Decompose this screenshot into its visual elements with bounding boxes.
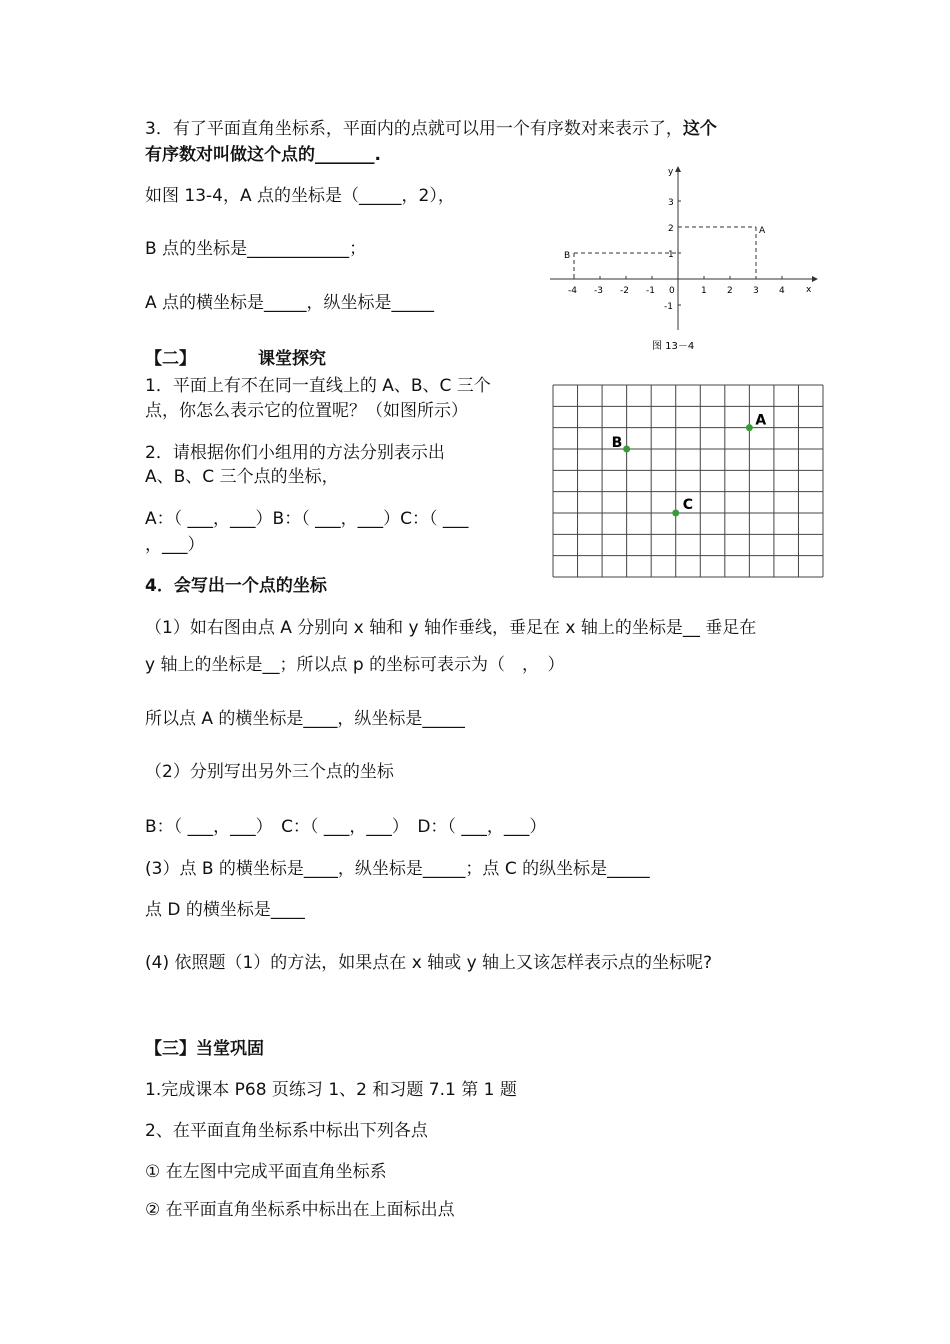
q4-1-line-1: （1）如右图由点 A 分别向 x 轴和 y 轴作垂线，垂足在 x 轴上的坐标是__ 垂足在 (145, 618, 757, 638)
grid-point-c (672, 510, 679, 517)
x-tick-label: 2 (727, 286, 733, 296)
q3-line-2: 有序数对叫做这个点的_______. (145, 145, 381, 165)
q4-4: (4) 依照题（1）的方法，如果点在 x 轴或 y 轴上又该怎样表示点的坐标呢? (145, 953, 713, 973)
q1-line-2: 点，你怎么表示它的位置呢？（如图所示） (145, 401, 468, 421)
grid-point-b (623, 446, 630, 453)
x-tick-label: -3 (594, 286, 603, 296)
grid-label-c: C (682, 497, 694, 513)
q4-3-line-1: (3）点 B 的横坐标是____，纵坐标是_____；点 C 的纵坐标是_____ (145, 859, 650, 879)
x-axis-label: x (806, 285, 812, 295)
q2-line-2: A、B、C 三个点的坐标， (145, 467, 339, 487)
section-3-item-1: 1.完成课本 P68 页练习 1、2 和习题 7.1 第 1 题 (145, 1080, 517, 1100)
abc-coordinates-line-1: A：（ ___，___）B：（ ___，___）C：（ ___ (145, 509, 469, 529)
section-3-sub-2: ② 在平面直角坐标系中标出在上面标出点 (145, 1200, 455, 1220)
q4-1-line-3: 所以点 A 的横坐标是____，纵坐标是_____ (145, 709, 465, 729)
q3-bold-text: 这个 (682, 119, 717, 139)
x-tick-label: -1 (646, 286, 655, 296)
q4-1-line-2: y 轴上的坐标是__；所以点 p 的坐标可表示为（ ， ） (145, 655, 565, 675)
y-tick-label: 2 (668, 224, 674, 234)
x-tick-label: -2 (620, 286, 629, 296)
grid-lines (553, 385, 823, 577)
y-tick-label: 3 (668, 198, 674, 208)
x-tick-label: 3 (753, 286, 759, 296)
grid-label-a: A (755, 412, 767, 429)
y-axis-arrow (675, 166, 681, 172)
x-tick-label: -4 (568, 286, 577, 296)
abc-coordinates-line-2: ，___） (145, 535, 205, 555)
section-3-item-2: 2、在平面直角坐标系中标出下列各点 (145, 1121, 428, 1141)
b-coordinate-line: B 点的坐标是____________； (145, 239, 367, 259)
section-3-heading: 【三】当堂巩固 (145, 1039, 264, 1059)
q3-line-1 (145, 118, 717, 140)
y-axis-label: y (668, 167, 674, 177)
q2-line-1: 2．请根据你们小组用的方法分别表示出 (145, 443, 445, 463)
section-2-bracket: 【二】 (145, 349, 196, 369)
q4-2: （2）分别写出另外三个点的坐标 (145, 762, 394, 782)
q4-title: 4．会写出一个点的坐标 (145, 576, 327, 596)
grid-label-b: B (611, 435, 623, 451)
y-tick-label: 1 (668, 250, 674, 260)
grid-point-a (746, 424, 753, 431)
section-2-title: 课堂探究 (258, 349, 326, 369)
a-abscissa-ordinate-line: A 点的横坐标是_____，纵坐标是_____ (145, 293, 435, 313)
fig-a-coordinate-line: 如图 13-4，A 点的坐标是（_____，2）， (145, 186, 455, 206)
point-b-label: B (564, 251, 571, 261)
x-tick-label: 0 (669, 286, 675, 296)
q3-text: 3．有了平面直角坐标系，平面内的点就可以用一个有序数对来表示了， (145, 119, 683, 139)
grid-figure (552, 384, 826, 580)
figure-13-4 (540, 160, 820, 355)
section-2-heading (145, 348, 326, 370)
q4-3-line-2: 点 D 的横坐标是____ (145, 900, 305, 920)
q1-line-1: 1．平面上有不在同一直线上的 A、B、C 三个 (145, 376, 491, 396)
y-tick-label: -1 (664, 302, 673, 312)
x-tick-label: 4 (779, 286, 785, 296)
x-axis-arrow (812, 276, 818, 282)
point-a-label: A (759, 226, 766, 236)
section-3-sub-1: ① 在左图中完成平面直角坐标系 (145, 1162, 387, 1182)
bcd-coordinates-line: B：（ ___，___） C：（ ___，___） D：（ ___，___） (145, 817, 547, 837)
figure-caption: 图 13－4 (652, 341, 695, 352)
x-tick-label: 1 (701, 286, 707, 296)
